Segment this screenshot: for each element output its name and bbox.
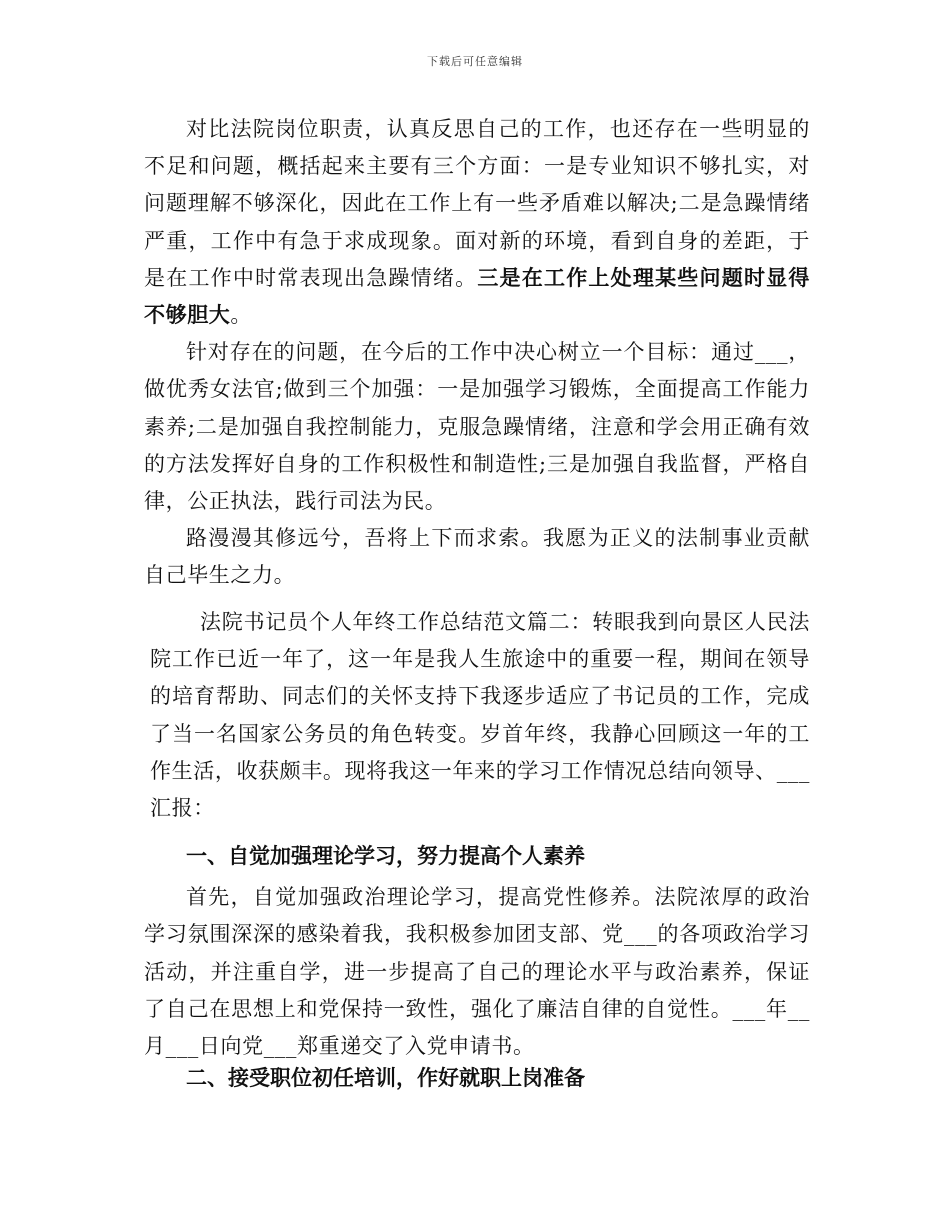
paragraph-problems [144, 111, 810, 334]
section-two-heading: 二、接受职位初任培训，作好就职上岗准备 [186, 1066, 585, 1090]
paragraph-theory-study: 首先，自觉加强政治理论学习，提高党性修养。法院浓厚的政治学习氛围深深的感染着我，我积极参加团支部、党___的各项政治学习活动，并注重自学，进一步提高了自己的理论水平与政治素养，保证了自己在思想上和党保持一致性，强化了廉洁自律的自觉性。___年__月___日向党___郑重递交了入党申请书。 [144, 885, 810, 1059]
paragraph-closing: 路漫漫其修远兮，吾将上下而求索。我愿为正义的法制事业贡献自己毕生之力。 [144, 526, 810, 588]
document-body [144, 111, 810, 595]
section-two [144, 1060, 810, 1101]
paragraph-goals: 针对存在的问题，在今后的工作中决心树立一个目标：通过___，做优秀女法官;做到三个加强：一是加强学习锻炼，全面提高工作能力素养;二是加强自我控制能力，克服急躁情绪，注意和学会用正确有效的方法发挥好自身的工作积极性和制造性;三是加强自我监督，严格自律，公正执法，践行司法为民。 [144, 340, 810, 514]
paragraph-problems-text: 对比法院岗位职责，认真反思自己的工作，也还存在一些明显的不足和问题，概括起来主要有三个方面：一是专业知识不够扎实，对问题理解不够深化，因此在工作上有一些矛盾难以解决;二是急躁情绪严重，工作中有急于求成现象。面对新的环境，看到自身的差距，于是在工作中时常表现出急躁情绪。 [144, 117, 810, 290]
section-one-heading: 一、自觉加强理论学习，努力提高个人素养 [186, 844, 585, 868]
section-one [144, 838, 810, 1065]
paragraph-problems-end: 。 [230, 303, 253, 328]
page-header: 下载后可任意编辑 [427, 55, 523, 68]
paragraph-summary-intro: 法院书记员个人年终工作总结范文篇二：转眼我到向景区人民法院工作已近一年了，这一年是我人生旅途中的重要一程，期间在领导的培育帮助、同志们的关怀支持下我逐步适应了书记员的工作，完成了当一名国家公务员的角色转变。岁首年终，我静心回顾这一年的工作生活，收获颇丰。现将我这一年来的学习工作情况总结向领导、___汇报： [150, 610, 810, 821]
summary-intro-block [150, 604, 810, 827]
paragraph-problems-bold: 三是在工作上处理某些问题时显得不够胆大 [144, 265, 811, 328]
